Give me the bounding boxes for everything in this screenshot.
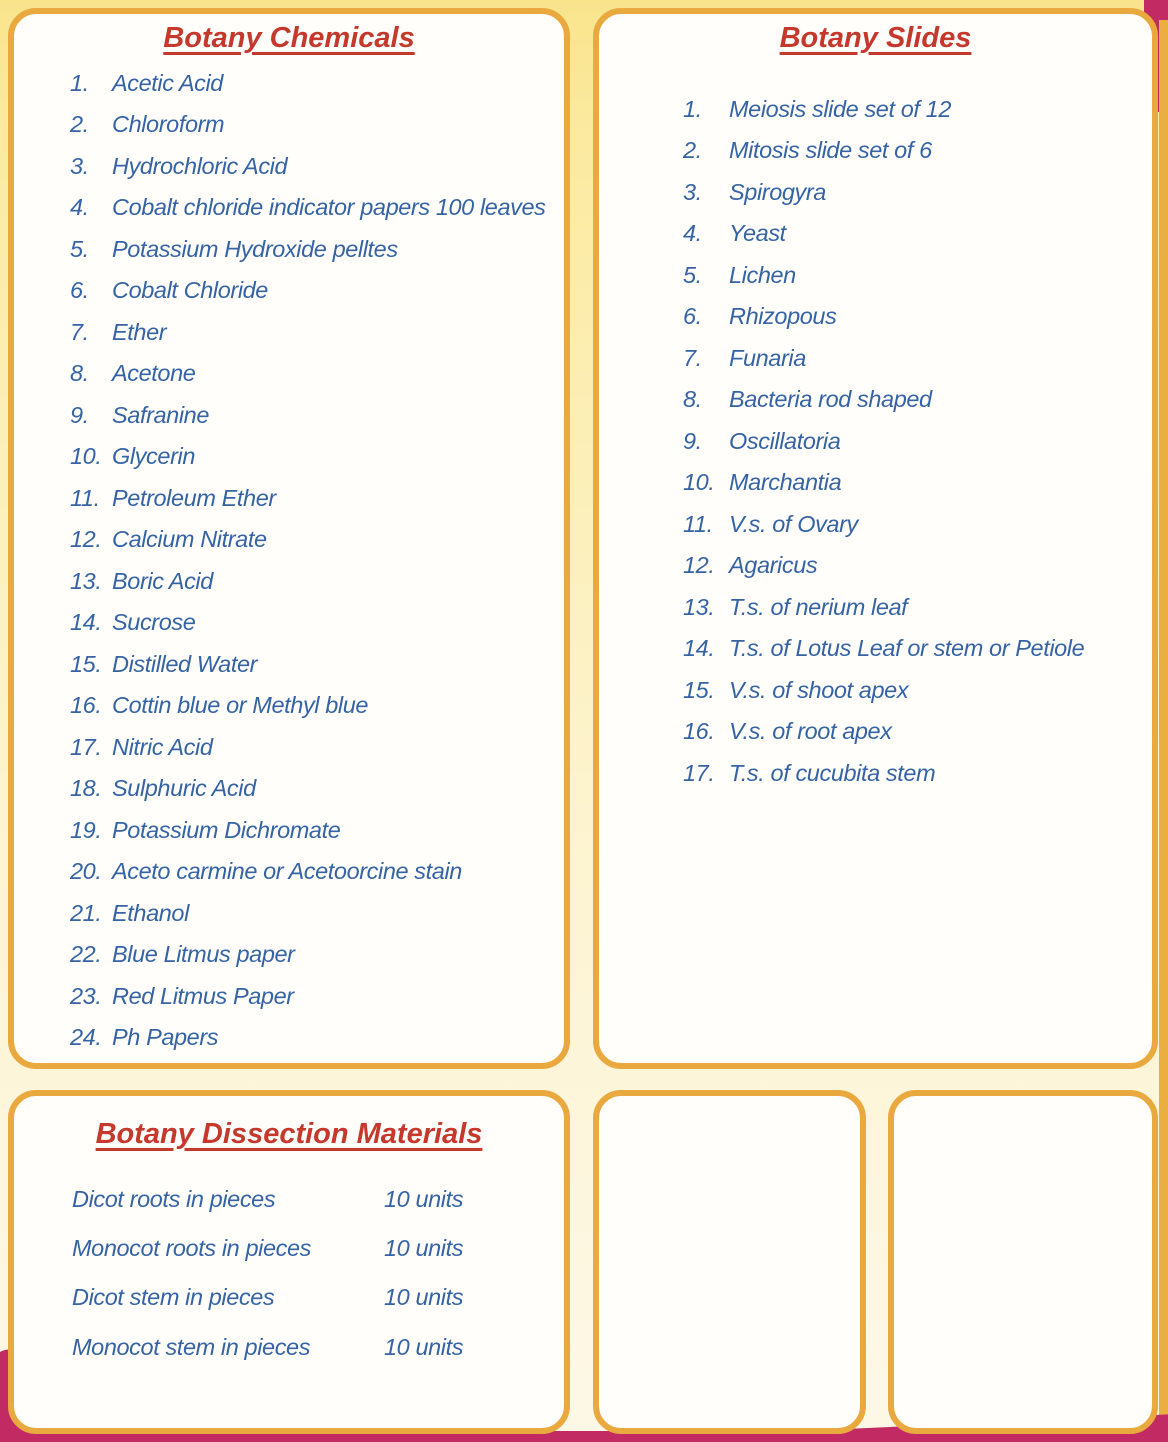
list-item-number: 1. [683,96,702,122]
list-item [70,650,564,678]
list-item-label: Rhizopous [729,303,837,330]
list-item-number: 9. [70,401,89,428]
table-row [72,1185,564,1213]
list-item-number: 8. [70,360,89,387]
list-item-label: V.s. of Ovary [729,510,858,537]
list-item-number: 9. [683,427,702,454]
list-item [683,427,1152,455]
list-item-label: Cobalt chloride indicator papers 100 leaves [112,194,546,221]
list-item-number: 5. [683,261,702,288]
list-item-label: Funaria [729,344,806,371]
list-item-label: Aceto carmine or Acetoorcine stain [112,858,462,885]
list-item [683,634,1152,662]
list-item-label: Cobalt Chloride [112,277,268,304]
right-edge-gold-strip [1159,20,1168,1442]
material-quantity: 10 units [384,1333,464,1360]
list-item-number: 8. [683,386,702,413]
list-item [70,691,564,719]
material-name: Dicot roots in pieces [72,1186,276,1212]
list-item-number: 13. [683,593,715,620]
list-item-number: 3. [683,178,702,205]
list-item-label: Ether [112,318,167,345]
list-item-number: 10. [70,443,102,470]
list-item-label: Agaricus [729,552,818,579]
list-item [683,136,1152,164]
list-item [70,318,564,346]
material-name: Monocot stem in pieces [72,1333,311,1360]
list-item [70,484,564,512]
list-item [70,359,564,387]
list-item [683,717,1152,745]
list-item-label: T.s. of Lotus Leaf or stem or Petiole [729,635,1085,662]
list-item-label: Ethanol [112,899,189,926]
list-item [683,385,1152,413]
list-item [683,593,1152,621]
list-item-label: Blue Litmus paper [112,941,295,968]
list-item-label: T.s. of cucubita stem [729,759,936,786]
table-row [72,1283,564,1311]
list-item-number: 16. [683,718,715,745]
slides-list [599,95,1152,787]
list-item [70,401,564,429]
table-row [72,1333,564,1361]
panel-title-slides: Botany Slides [779,22,972,54]
list-item [683,178,1152,206]
list-item-number: 2. [683,137,702,164]
list-item [70,152,564,180]
list-item-number: 15. [70,650,102,677]
list-item-label: Sulphuric Acid [112,775,256,802]
list-item-label: Distilled Water [112,650,258,677]
list-item-number: 6. [683,303,702,330]
list-item [70,235,564,263]
list-item-label: Meiosis slide set of 12 [729,96,951,122]
list-item [70,857,564,885]
list-item-number: 3. [70,152,89,179]
panel-botany-dissection-materials [8,1090,570,1434]
panel-title-chemicals: Botany Chemicals [163,22,415,54]
list-item [683,219,1152,247]
list-item [70,733,564,761]
list-item [70,193,564,221]
panel-empty-middle [593,1090,866,1434]
list-item-label: Nitric Acid [112,733,213,760]
list-item-number: 14. [70,609,102,636]
list-item [70,608,564,636]
list-item-number: 13. [70,567,102,594]
list-item [70,774,564,802]
list-item-number: 19. [70,816,102,843]
list-item [683,261,1152,289]
list-item-label: Red Litmus Paper [112,982,294,1009]
list-item [70,525,564,553]
panel-empty-right [888,1090,1158,1434]
list-item [70,982,564,1010]
list-item-number: 17. [70,733,102,760]
list-item [70,110,564,138]
list-item [70,442,564,470]
list-item-number: 4. [70,194,89,221]
list-item-label: T.s. of nerium leaf [729,593,908,620]
list-item [683,302,1152,330]
list-item-label: Potassium Dichromate [112,816,341,843]
list-item-number: 18. [70,775,102,802]
material-name: Dicot stem in pieces [72,1284,275,1311]
list-item [70,816,564,844]
list-item-number: 11. [70,484,100,511]
material-name: Monocot roots in pieces [72,1235,311,1262]
list-item-number: 1. [70,70,89,96]
list-item-number: 7. [683,344,702,371]
list-item-number: 10. [683,469,715,496]
list-item [683,95,1152,123]
list-item [70,69,564,97]
list-item-label: Safranine [112,401,209,428]
list-item-number: 21. [70,899,102,926]
list-item [683,344,1152,372]
list-item-label: Sucrose [112,609,196,636]
list-item [683,510,1152,538]
list-item-label: Glycerin [112,443,195,470]
chemicals-list [14,69,564,1051]
list-item-number: 12. [70,526,102,553]
list-item [683,551,1152,579]
list-item [70,276,564,304]
dissection-rows [14,1185,564,1361]
list-item [70,1023,564,1051]
list-item-number: 4. [683,220,702,247]
list-item-label: Hydrochloric Acid [112,152,288,179]
list-item [683,676,1152,704]
list-item-label: Calcium Nitrate [112,526,267,553]
list-item-label: Cottin blue or Methyl blue [112,692,369,719]
list-item-number: 17. [683,759,715,786]
table-row [72,1234,564,1262]
list-item-label: Mitosis slide set of 6 [729,137,932,164]
list-item [70,567,564,595]
panel-botany-chemicals [8,8,570,1069]
list-item-label: V.s. of shoot apex [729,676,909,703]
list-item-label: Potassium Hydroxide pelltes [112,235,398,262]
list-item-number: 20. [70,858,102,885]
list-item-label: Bacteria rod shaped [729,386,932,413]
list-item-label: Marchantia [729,469,842,496]
list-item-label: V.s. of root apex [729,718,892,745]
list-item-label: Chloroform [112,111,225,138]
list-item [70,940,564,968]
list-item-number: 15. [683,676,715,703]
material-quantity: 10 units [384,1235,464,1262]
list-item-label: Ph Papers [112,1024,219,1051]
list-item-number: 16. [70,692,102,719]
list-item-label: Petroleum Ether [112,484,276,511]
list-item-label: Acetone [112,360,196,387]
list-item-number: 24. [70,1024,102,1051]
list-item-number: 5. [70,235,89,262]
list-item-number: 12. [683,552,715,579]
panel-botany-slides [593,8,1158,1069]
panel-title-dissection: Botany Dissection Materials [95,1118,483,1150]
list-item [70,899,564,927]
list-item-number: 22. [70,941,102,968]
material-quantity: 10 units [384,1284,464,1311]
list-item-label: Acetic Acid [112,70,223,96]
list-item-label: Boric Acid [112,567,213,594]
material-quantity: 10 units [384,1186,464,1212]
list-item-number: 23. [70,982,102,1009]
list-item-label: Spirogyra [729,178,826,205]
list-item-label: Yeast [729,220,786,247]
list-item-label: Oscillatoria [729,427,841,454]
list-item-number: 14. [683,635,715,662]
list-item-number: 6. [70,277,89,304]
list-item-number: 7. [70,318,89,345]
list-item [683,759,1152,787]
list-item-label: Lichen [729,261,796,288]
list-item-number: 11. [683,510,713,537]
list-item-number: 2. [70,111,89,138]
list-item [683,468,1152,496]
